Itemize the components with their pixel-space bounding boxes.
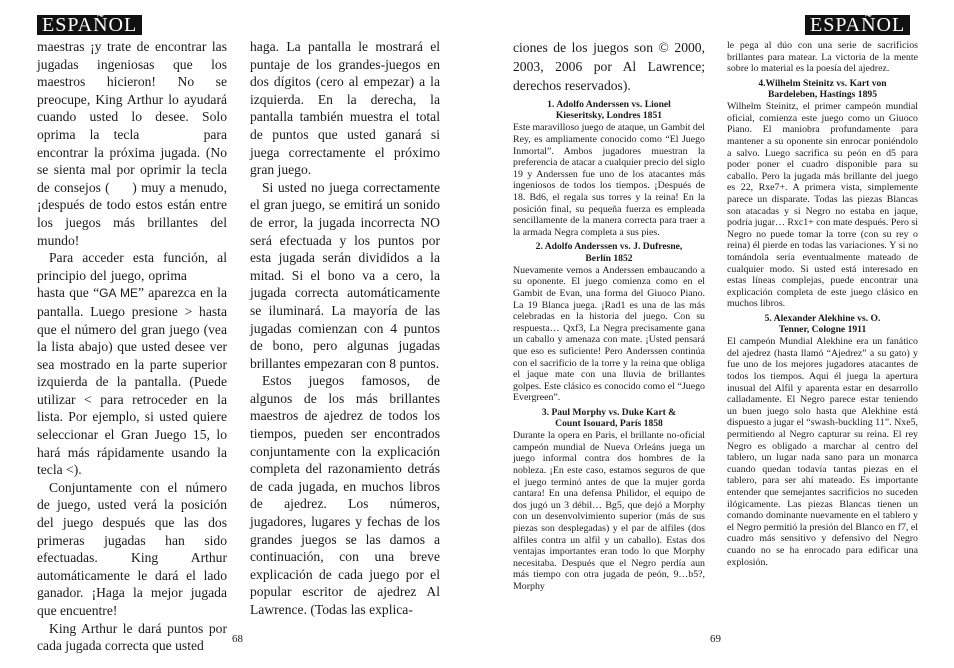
game-text: Durante la opera en Paris, el brillante no-oficial campeón mundial de Nueva Orleáns juega un juego informal contra dos hombres de la nobleza. ¡En este caso, estamos seguros de que el juego terminó antes de que la mujer gorda cantara! En una defensa Philidor, el equipo de dos jugó un 3 débil… Bg5, que dejó a Morphy con un desenvolvimiento superior (más de sus piezas son desplegadas) y el par de alfiles (dos alfiles contra un alfil y un caballo). Estas dos ventajas importantes eran todo lo que Morphy necesitaba. Después que el Negro perdía aun más tiempo con otra jugada de peón, 9…b5?, Morphy bbox=[513, 430, 705, 592]
game-text: Wilhelm Steinitz, el primer campeón mundial oficial, comienza este juego como un Giuoco Piano. El maniobra profundamente para mantener a su oponente sin enrocar poniéndolo a salvo. Luego sacrifica su peón en d5 para poder poner el cuadro disponible para su caballo. Pero la jugada más brillante del juego es 22, Rxe7+. A primera vista, simplemente parece un disparate. Todas las piezas Blancas son atacadas y si Negro no estaba en jaque, podría jugar… Rxc1+ con mate después. Pero si Negro no puede tomar la torre (con su rey o reina) él pierde en todas las variaciones. Y si no tomándola sería eventualmente mateado de cualquier modo. Si usted está interesado en estas líneas complejas, puede encontrar una explicación completa de este juego clásico en muchos libros. bbox=[727, 101, 918, 310]
game-text: le pega al dúo con una serie de sacrificios brillantes para matear. La victoria de la mente sobre lo material es la poesía del ajedrez. bbox=[727, 40, 918, 75]
intro-paragraph: ciones de los juegos son © 2000, 2003, 2006 por Al Lawrence; derechos reservados). bbox=[513, 40, 705, 93]
game-title: 5. Alexander Alekhine vs. O. Tenner, Cologne 1911 bbox=[764, 312, 881, 336]
game-title: 2. Adolfo Anderssen vs. J. Dufresne, Berlín 1852 bbox=[535, 241, 683, 264]
paragraph: Estos juegos famosos, de algunos de los más brillantes maestros de ajedrez de todos los tiempos, pueden ser encontrados conjuntamente con la explicación completa del razonamiento detrás de cada jugada, en muchos libros de ajedrez. Los números, jugadores, lugares y fechas de los grandes juegos se las damos a continuación, con una breve explicación de cada juego por el popular escritor de ajedrez Al Lawrence. (Todas las explica- bbox=[250, 373, 440, 617]
page-number-left: 68 bbox=[232, 633, 243, 645]
paragraph: Para acceder esta función, al principio del juego, oprima hasta que “GA ME” aparezca en la pantalla. Luego presione > hasta que el número del gran juego (vea la lista abajo) que usted desee ver sea mostrado en la parte superior izquierda de la pantalla. (Puede utilizar < para retroceder en la lista. Por ejemplo, si usted quiere seleccionar el Gran Juego 15, lo hará más rápidamente usando la tecla <). bbox=[37, 250, 227, 478]
game-title: 3. Paul Morphy vs. Duke Kart & Count Isouard, París 1858 bbox=[541, 406, 677, 430]
left-column-1 bbox=[37, 38, 227, 655]
left-language-banner: ESPAÑOL bbox=[37, 15, 142, 35]
game-title: 4.Wilhelm Steinitz vs. Kart von Bardeleben, Hastings 1895 bbox=[758, 77, 887, 100]
right-language-banner: ESPAÑOL bbox=[805, 15, 910, 35]
game-text: Nuevamente vemos a Anderssen embaucando a su oponente. El juego comienza como en el Gambit de Evan, una forma del Giuoco Piano. La 19 Blanca juega. ¡Rad1 es una de las más celebradas en la historia del juego. Con su respuesta… Qxf3, La Negra precisamente gana un caballo y amenaza con mate. ¡Usted pensará que eso es suficiente! Pero Anderssen continúa con el sacrificio de la torre y la reina que obliga el jaque mate con una lluvia de brillantes golpes. Este clásico es conocido como el “Juego Evergreen”. bbox=[513, 264, 705, 404]
page-number-right: 69 bbox=[710, 633, 721, 645]
left-column-2 bbox=[250, 38, 440, 619]
game-text: El campeón Mundial Alekhine era un fanático del ajedrez (hasta llamó “Ajedrez” a su gato) y fue uno de los mejores jugadores atacantes de todos los tiempos. Aquí él juega la apertura inusual del Alfil y aparenta estar en desarrollo calladamente. El Negro parece estar teniendo un buen juego solo hasta que Alekhine está dispuesto a jugar el “swash-buckling 11”. Nxe5, permitiendo al Negro capturar su reina. El rey Negro es obligado a marchar al centro del tablero, un lugar nada sano para un monarca cuando quedan todavía tantas piezas en el tablero, para ser ahí mateado. Es importante entender que semejantes sacrificios no suceden ilógicamente. Las piezas Blancas tienen un comando dominante nuevamente en el tablero y el Negro permitió la presión del Blanco en f7, el cuadro más sensitivo y defensivo del Negro cuando no se ha enrocado para edificar una explosión. bbox=[727, 336, 918, 568]
right-column-1 bbox=[513, 38, 705, 593]
right-column-2 bbox=[727, 40, 918, 568]
paragraph: Conjuntamente con el número de juego, usted verá la posición del juego después que las dos primeras jugadas han sido efectuadas. King Arthur automáticamente le dará el lado ganador. ¡Haga la mejor jugada que encuentre! bbox=[37, 479, 227, 618]
paragraph: maestras ¡y trate de encontrar las jugadas ingeniosas que los maestros hicieron! No se preocupe, King Arthur lo ayudará cuando usted lo desee. Solo oprima la tecla para encontrar la próxima jugada. (No se sienta mal por oprimir la tecla de consejos ( ) muy a menudo, ¡después de todo estos están entre los juegos más brillantes del mundo! bbox=[37, 39, 228, 248]
paragraph: Si usted no juega correctamente el gran juego, se emitirá un sonido de error, la jugada incorrecta NO será efectuada y los puntos por esta jugada serán divididos a la mitad. Si el bono va a cero, la jugada correcta automáticamente se iluminará. La mayoría de las jugadas comienzan con 4 puntos de bono, pero algunas jugadas brillantes empezaran con 8 puntos. bbox=[250, 179, 440, 371]
paragraph: King Arthur le dará puntos por cada jugada correcta que usted bbox=[37, 620, 227, 654]
game-title: 1. Adolfo Anderssen vs. Lionel Kieseritsky, Londres 1851 bbox=[547, 99, 671, 122]
paragraph: haga. La pantalla le mostrará el puntaje de los grandes-juegos en dos dígitos (cero al empezar) a la izquierda. En la derecha, la pantalla también muestra el total de puntos que usted ganará si juega correctamente el próximo gran juego. bbox=[250, 39, 440, 178]
lcd-game-text: GA ME bbox=[99, 286, 138, 301]
game-text: Este maravilloso juego de ataque, un Gambit del Rey, es ampliamente conocido como “El Juego Inmortal”. Ambos jugadores muestran la preferencia de atacar a cualquier precio del siglo 19 y Anderssen fue uno de los atacantes más ingeniosos de todos los tiempos. ¡Después de 18. Bd6, el regala sus torres y la reina! En la posición final, su pequeña fuerza es empleada sencillamente de la manera correcta para traer a la armada Negra completa a sus pies. bbox=[513, 122, 705, 238]
